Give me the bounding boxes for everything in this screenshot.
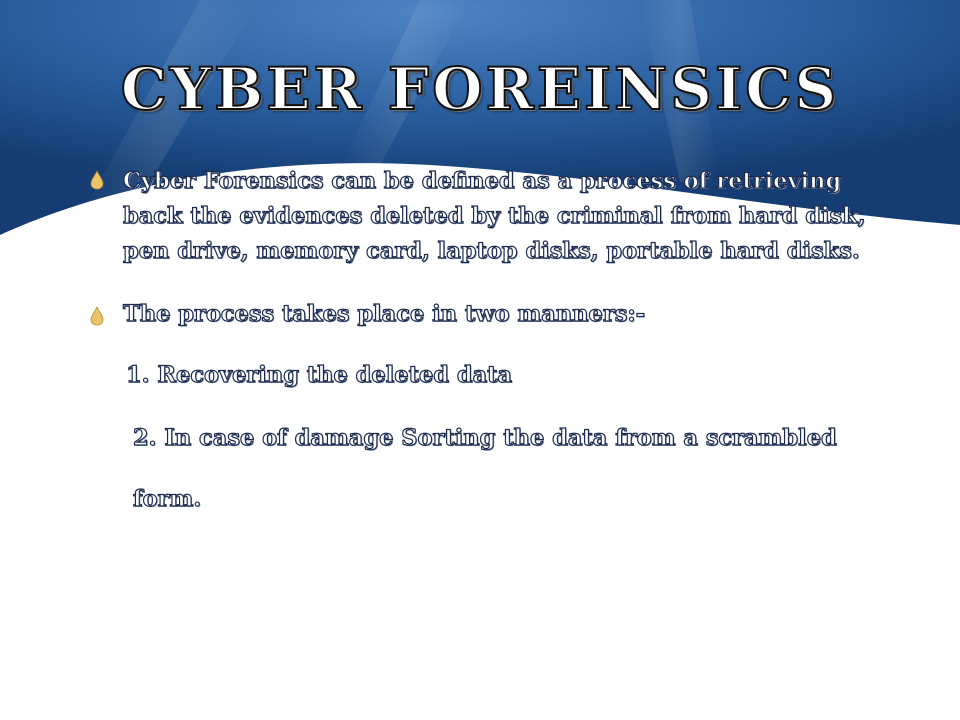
drop-bullet-icon xyxy=(90,170,104,190)
bullet-line: pen drive, memory card, laptop disks, portable hard disks. xyxy=(123,238,860,264)
bullet-text-process xyxy=(123,297,913,332)
sub-item-sorting-continued: form. xyxy=(133,486,202,512)
bullet-line: Cyber Forensics can be defined as a process of retrieving xyxy=(123,168,842,194)
drop-bullet-icon xyxy=(90,306,104,326)
bullet-line: The process takes place in two manners:- xyxy=(123,301,646,327)
bullet-line: back the evidences deleted by the criminal from hard disk, xyxy=(123,203,866,229)
sub-item-sorting: 2. In case of damage Sorting the data from a scrambled xyxy=(133,425,837,451)
slide-title: CYBER FOREINSICS xyxy=(120,55,840,123)
sub-item-recovering: 1. Recovering the deleted data xyxy=(126,362,513,388)
bullet-text-definition xyxy=(123,164,913,269)
